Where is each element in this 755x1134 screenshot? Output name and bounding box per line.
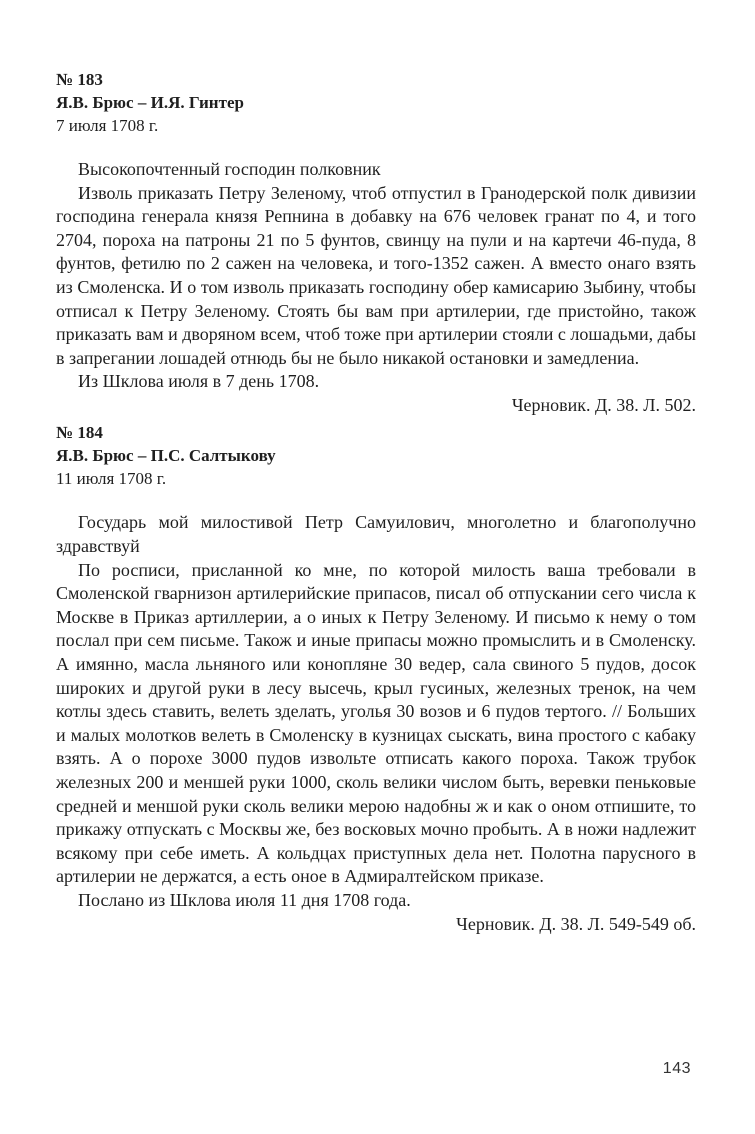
- doc-number-183: № 183: [56, 70, 103, 89]
- closing-183: Из Шклова июля в 7 день 1708.: [78, 371, 320, 392]
- doc-header-183: Я.В. Брюс – И.Я. Гинтер: [56, 93, 244, 112]
- doc-date-184: 11 июля 1708 г.: [56, 469, 167, 489]
- closing-184: Послано из Шклова июля 11 дня 1708 года.: [78, 889, 411, 910]
- salutation-184: Государь мой милостивой Петр Самуилович, многолетно и благополучно здравствуй: [56, 512, 696, 557]
- salutation-183: Высокопочтенный господин полковник: [78, 159, 381, 179]
- body-184: По росписи, присланной ко мне, по которой милость ваша требовали в Смоленской гварнизон артилерийские припасов, писал об отпускании сего числа к Москве в Приказ артиллерии, а о иных к Петру Зеленому. И письмо к нему о том послал при сем письме. Також и иные припасы можно промыслить и в Смоленску. А имянно, масла льняного или конопляне 30 ведер, сала свиного 5 пудов, досок широких и другой руки в лесу высечь, крыл гусиных, железных тренок, на чем котлы здесь ставить, велеть зделать, уголья 30 возов и 6 пудов тертого. // Больших и малых молотков велеть в Смоленску в кузницах сыскать, вина простого с кабаку взять. А о порохе 3000 пудов извольте отписать какого пороха. Також трубок железных 200 и меншей руки 1000, сколь велики числом быть, веревки пеньковые средней и меншой руки сколь велики мерою надобны ж и как о оном отпишите, то прикажу отпускать с Москвы же, без восковых мочно пробыть. А в ножи надлежит всякому при себе иметь. А кольдцах приступных дела нет. Полотна парусного в артилерии не держатся, а есть оное в Адмиралтейском приказе.: [56, 559, 696, 887]
- doc-date-183: 7 июля 1708 г.: [56, 116, 159, 135]
- doc-header-184: Я.В. Брюс – П.С. Салтыкову: [56, 446, 276, 466]
- document-184: [56, 421, 696, 936]
- doc-number-184: № 184: [56, 423, 103, 443]
- source-184: Черновик. Д. 38. Л. 549-549 об.: [456, 913, 696, 934]
- document-page: [56, 68, 696, 936]
- source-183: Черновик. Д. 38. Л. 502.: [511, 394, 696, 415]
- page-number: 143: [662, 1060, 691, 1077]
- document-183: [56, 68, 696, 417]
- body-183: Изволь приказать Петру Зеленому, чтоб отпустил в Гранодерской полк дивизии господина генерала князя Репнина в добавку на 676 человек гранат по 4, и того 2704, пороха на патроны 21 по 5 фунтов, свинцу на пули и на картечи 46-пуда, 8 фунтов, фетилю по 2 сажен на человека, и того-1352 сажен. А вместо онаго взять из Смоленска. И о том изволь приказать господину обер камисарию Зыбину, чтобы отписал к Петру Зеленому. Стоять бы вам при артилерии, где пристойно, також приказать вам и дворяном всем, чтоб тоже при артилерии стояли с лошадьми, дабы в запрегании лошадей отнюдь бы не было никакой остановки и замедлениа.: [56, 182, 696, 368]
